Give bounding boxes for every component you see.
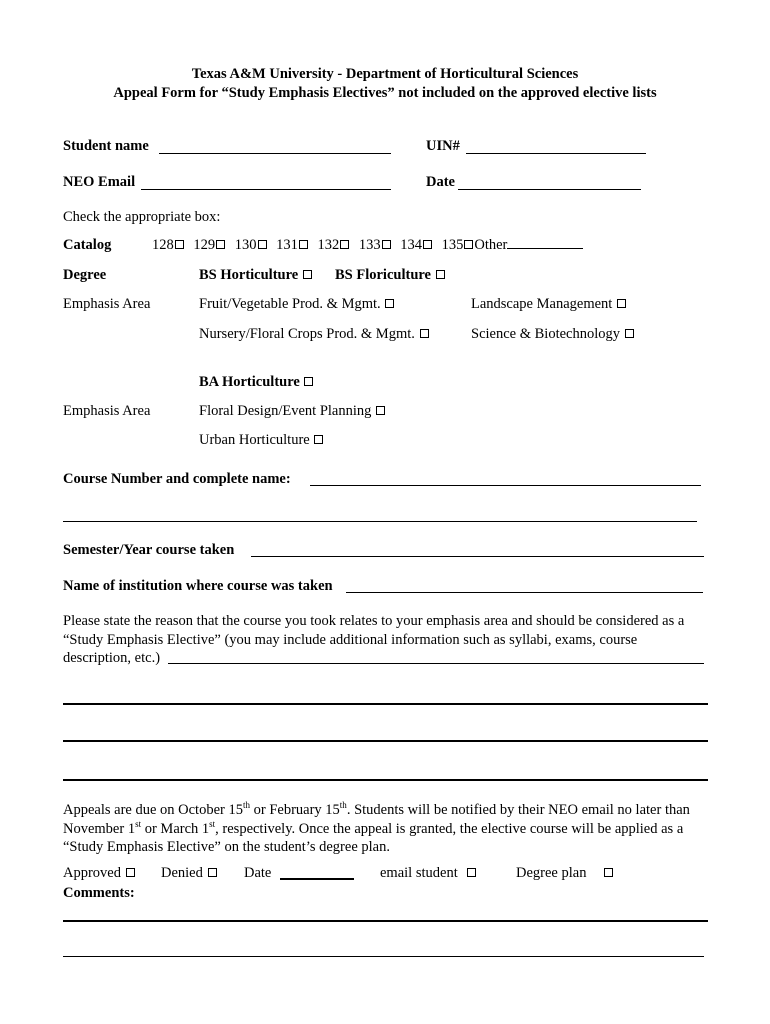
uin-field[interactable] — [466, 152, 646, 154]
bs-emphasis-area-label: Emphasis Area — [63, 296, 151, 312]
catalog-132-checkbox[interactable] — [340, 240, 349, 249]
urban-horticulture-checkbox[interactable] — [314, 435, 323, 444]
uin-label: UIN# — [426, 138, 460, 154]
catalog-131-checkbox[interactable] — [299, 240, 308, 249]
degree-plan-checkbox[interactable] — [604, 868, 613, 877]
approved-checkbox[interactable] — [126, 868, 135, 877]
approved-label: Approved — [63, 865, 121, 881]
degree-label: Degree — [63, 267, 107, 283]
urban-horticulture-option — [199, 432, 324, 449]
student-name-label: Student name — [63, 138, 149, 154]
course-number-label: Course Number and complete name: — [63, 471, 291, 487]
semester-year-field[interactable] — [251, 556, 704, 557]
catalog-135-label: 135 — [441, 237, 464, 253]
denied-checkbox[interactable] — [208, 868, 217, 877]
degree-plan-label: Degree plan — [516, 865, 587, 881]
email-student-checkbox[interactable] — [467, 868, 476, 877]
form-title: Texas A&M University - Department of Horticultural Sciences — [191, 66, 579, 82]
denied-option — [161, 865, 218, 882]
catalog-128-checkbox[interactable] — [175, 240, 184, 249]
appeals-sup-1: th — [242, 800, 250, 810]
catalog-128-label: 128 — [152, 237, 174, 253]
catalog-other-label: Other — [474, 237, 508, 253]
reason-field-line3[interactable] — [63, 740, 708, 742]
fruit-vegetable-option — [199, 296, 395, 313]
neo-email-label: NEO Email — [63, 174, 136, 190]
appeals-text-2: or February 15 — [250, 802, 340, 818]
bs-floriculture-label: BS Floriculture — [335, 267, 431, 283]
floral-design-option — [199, 403, 386, 420]
nursery-floral-checkbox[interactable] — [420, 329, 429, 338]
approved-option — [63, 865, 136, 882]
appeals-text-5: , respectively. Once the appeal is granted, the elective course will be applied as a “Study Emphasis Elective” on the student’s degree plan. — [63, 820, 684, 855]
landscape-management-option — [471, 296, 627, 313]
floral-design-label: Floral Design/Event Planning — [199, 403, 372, 419]
form-subtitle: Appeal Form for “Study Emphasis Electives” not included on the approved elective lists — [113, 85, 657, 101]
bs-horticulture-checkbox[interactable] — [303, 270, 312, 279]
appeals-sup-4: st — [209, 818, 216, 829]
catalog-134-label: 134 — [400, 237, 422, 253]
reason-text: Please state the reason that the course you took relates to your emphasis area and should be considered as a “Study Emphasis Elective” (you may include additional information such as syllabi, exams, course description, etc.) — [63, 613, 685, 666]
institution-label: Name of institution where course was taken — [63, 578, 333, 594]
catalog-130-label: 130 — [234, 237, 257, 253]
comments-field-line1[interactable] — [63, 920, 708, 922]
catalog-130-checkbox[interactable] — [258, 240, 267, 249]
floral-design-checkbox[interactable] — [376, 406, 385, 415]
science-biotech-checkbox[interactable] — [625, 329, 634, 338]
appeals-text-1: Appeals are due on October 15 — [63, 802, 243, 818]
denied-label: Denied — [161, 865, 203, 881]
appeals-paragraph — [63, 801, 708, 857]
landscape-management-label: Landscape Management — [471, 296, 613, 312]
science-biotech-label: Science & Biotechnology — [471, 326, 620, 342]
ba-horticulture-label: BA Horticulture — [199, 374, 300, 390]
bs-floriculture-checkbox[interactable] — [436, 270, 445, 279]
catalog-129-label: 129 — [193, 237, 216, 253]
neo-email-field[interactable] — [141, 188, 391, 190]
reason-field-line1[interactable] — [168, 663, 704, 664]
semester-year-label: Semester/Year course taken — [63, 542, 235, 558]
ba-horticulture-option — [199, 374, 314, 391]
student-name-field[interactable] — [159, 152, 391, 154]
catalog-label: Catalog — [63, 237, 112, 253]
email-student-option — [380, 865, 477, 882]
catalog-options — [152, 237, 583, 254]
comments-field-line2[interactable] — [63, 956, 704, 957]
bs-floriculture-option — [335, 267, 446, 284]
ba-horticulture-checkbox[interactable] — [304, 377, 313, 386]
catalog-135-checkbox[interactable] — [464, 240, 473, 249]
course-number-field-line2[interactable] — [63, 521, 697, 522]
nursery-floral-option — [199, 326, 430, 343]
appeals-sup-3: st — [135, 818, 142, 829]
institution-field[interactable] — [346, 592, 703, 593]
nursery-floral-label: Nursery/Floral Crops Prod. & Mgmt. — [199, 326, 415, 342]
date-field[interactable] — [458, 188, 641, 190]
bs-horticulture-option — [199, 267, 313, 284]
date-label: Date — [426, 174, 455, 190]
degree-plan-option — [516, 865, 614, 882]
catalog-132-label: 132 — [317, 237, 340, 253]
reason-field-line4[interactable] — [63, 779, 708, 781]
catalog-134-checkbox[interactable] — [423, 240, 432, 249]
catalog-129-checkbox[interactable] — [216, 240, 225, 249]
urban-horticulture-label: Urban Horticulture — [199, 432, 310, 448]
bs-horticulture-label: BS Horticulture — [199, 267, 299, 283]
catalog-131-label: 131 — [276, 237, 298, 253]
reason-paragraph — [63, 612, 708, 668]
fruit-vegetable-label: Fruit/Vegetable Prod. & Mgmt. — [199, 296, 381, 312]
fruit-vegetable-checkbox[interactable] — [385, 299, 394, 308]
office-date-label: Date — [244, 865, 272, 881]
email-student-label: email student — [380, 865, 458, 881]
office-date-field[interactable] — [280, 878, 354, 880]
catalog-133-checkbox[interactable] — [382, 240, 391, 249]
landscape-management-checkbox[interactable] — [617, 299, 626, 308]
comments-label: Comments: — [63, 885, 135, 901]
appeals-sup-2: th — [339, 800, 347, 810]
course-number-field[interactable] — [310, 485, 701, 486]
ba-emphasis-area-label: Emphasis Area — [63, 403, 151, 419]
catalog-133-label: 133 — [358, 237, 381, 253]
appeals-text-4: or March 1 — [141, 820, 210, 837]
check-prompt: Check the appropriate box: — [63, 209, 221, 225]
science-biotech-option — [471, 326, 635, 343]
appeals-text-3: . Students will be notified by their NEO email no later than November 1 — [63, 802, 690, 837]
catalog-other-field[interactable] — [507, 247, 583, 249]
reason-field-line2[interactable] — [63, 703, 708, 705]
